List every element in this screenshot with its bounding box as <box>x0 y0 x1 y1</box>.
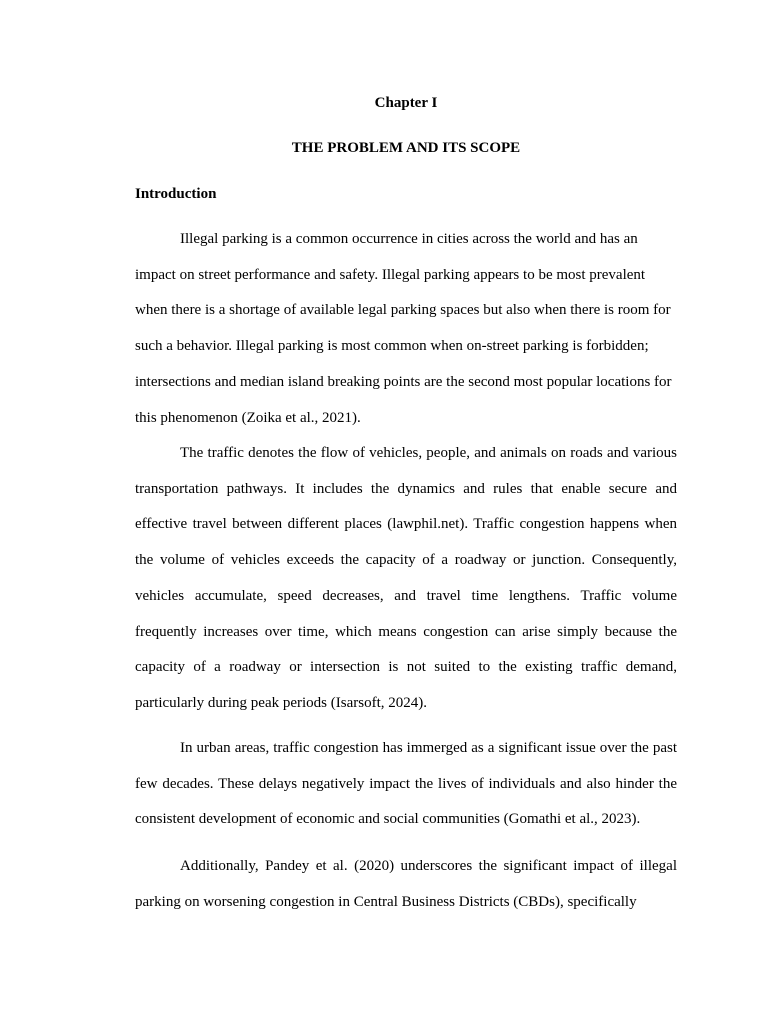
paragraph-2: The traffic denotes the flow of vehicles, people, and animals on roads and various transportation pathways. It includes the dynamics and rules that enable secure and effective travel between different places (lawphil.net). Traffic congestion happens when the volume of vehicles exceeds the capacity of a roadway or junction. Consequently, vehicles accumulate, speed decreases, and travel time lengthens. Traffic volume frequently increases over time, which means congestion can arise simply because the capacity of a roadway or intersection is not suited to the existing traffic demand, particularly during peak periods (Isarsoft, 2024). <box>135 445 677 711</box>
chapter-label: Chapter I <box>374 95 438 111</box>
chapter-title: THE PROBLEM AND ITS SCOPE <box>291 140 521 156</box>
section-heading: Introduction <box>135 186 217 202</box>
paragraph-1: Illegal parking is a common occurrence in cities across the world and has an impact on street performance and safety. Illegal parking appears to be most prevalent when there is a shortage of available legal parking spaces but also when there is room for such a behavior. Illegal parking is most common when on-street parking is forbidden; intersections and median island breaking points are the second most popular locations for this phenomenon (Zoika et al., 2021). <box>135 231 672 426</box>
paragraph-4: Additionally, Pandey et al. (2020) underscores the significant impact of illegal parking on worsening congestion in Central Business Districts (CBDs), specifically <box>135 858 677 910</box>
paragraph-3: In urban areas, traffic congestion has immerged as a significant issue over the past few decades. These delays negatively impact the lives of individuals and also hinder the consistent development of economic and social communities (Gomathi et al., 2023). <box>135 740 677 828</box>
